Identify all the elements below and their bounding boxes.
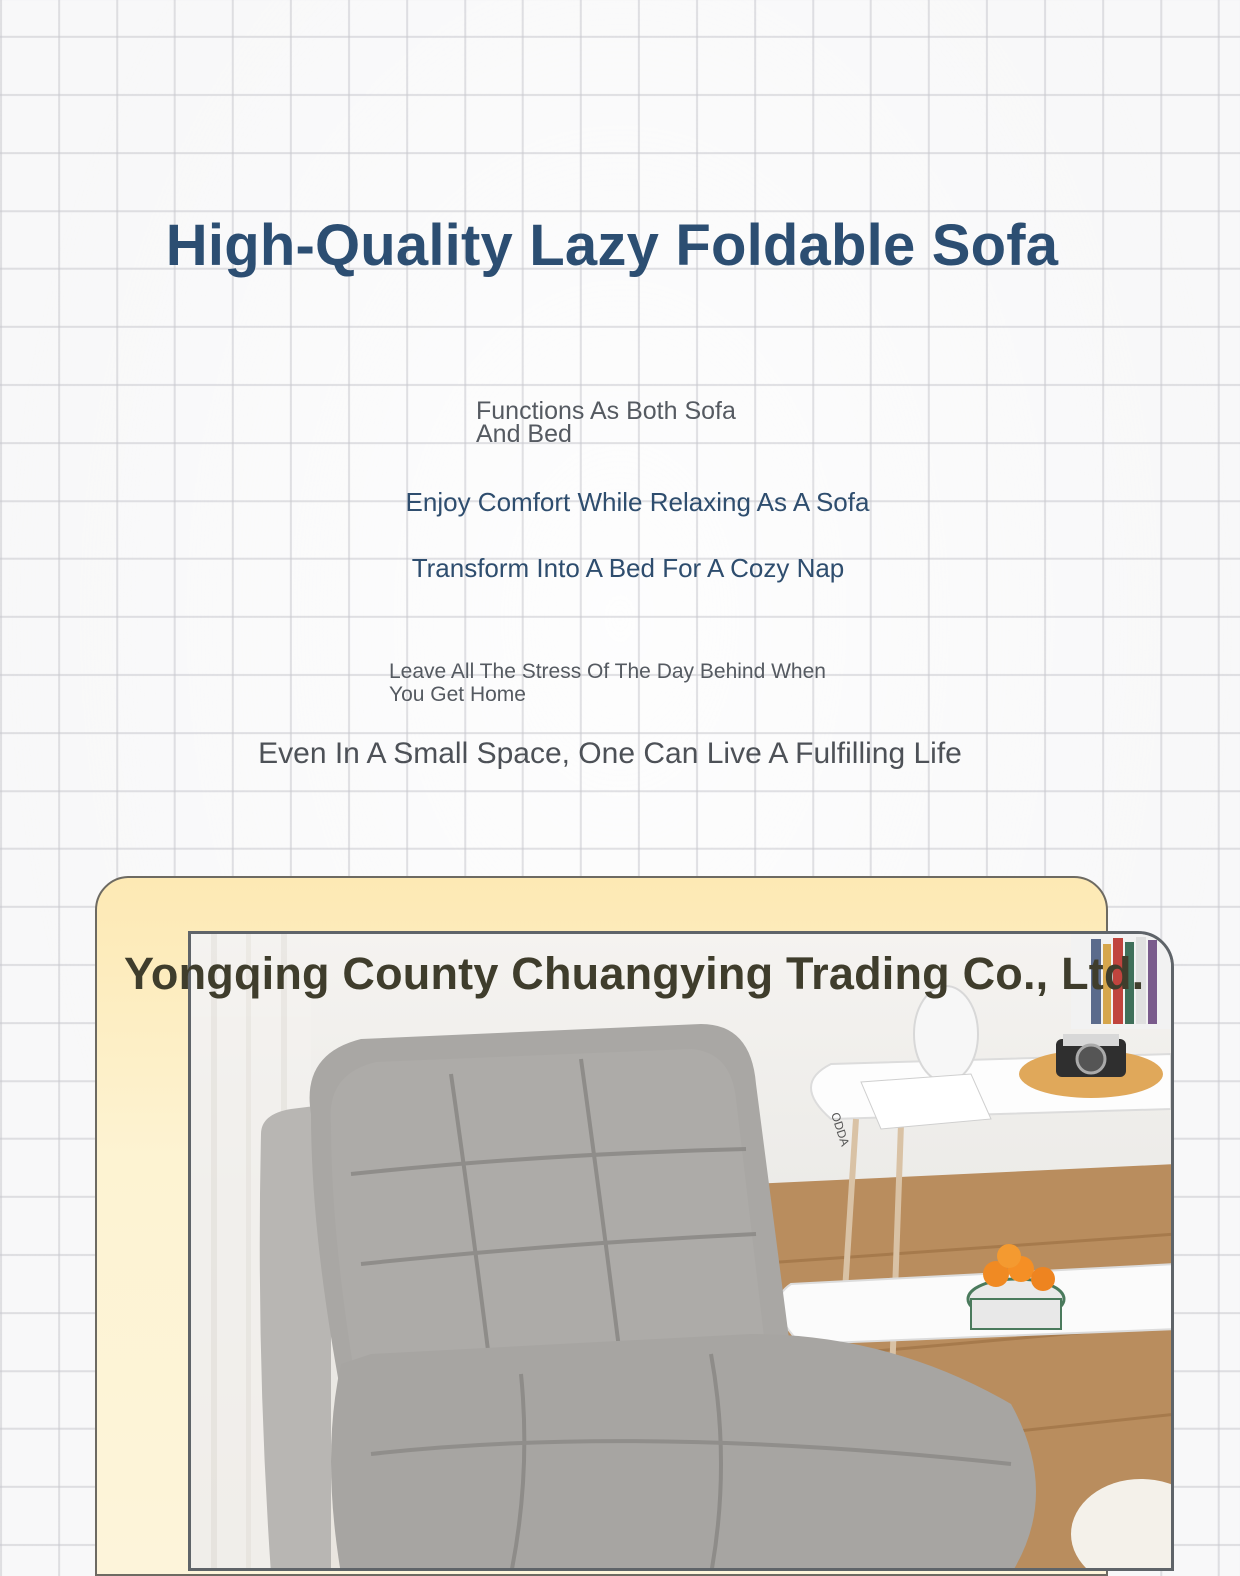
tagline-stress: Leave All The Stress Of The Day Behind When You Get Home xyxy=(389,660,826,706)
feature-bed-text: Transform Into A Bed For A Cozy Nap xyxy=(411,553,845,583)
product-photo xyxy=(188,931,1174,1571)
feature-sofa-text: Enjoy Comfort While Relaxing As A Sofa xyxy=(405,487,870,517)
sofa-scene-illustration xyxy=(191,934,1174,1571)
feature-heading: Functions As Both Sofa And Bed xyxy=(476,397,736,448)
company-name: Yongqing County Chuangying Trading Co., Ltd. xyxy=(124,948,1145,999)
book-spine-text: ODDA xyxy=(828,1110,853,1148)
page-title: High-Quality Lazy Foldable Sofa xyxy=(165,213,1059,278)
tagline-small-space: Even In A Small Space, One Can Live A Fulfilling Life xyxy=(258,737,962,770)
